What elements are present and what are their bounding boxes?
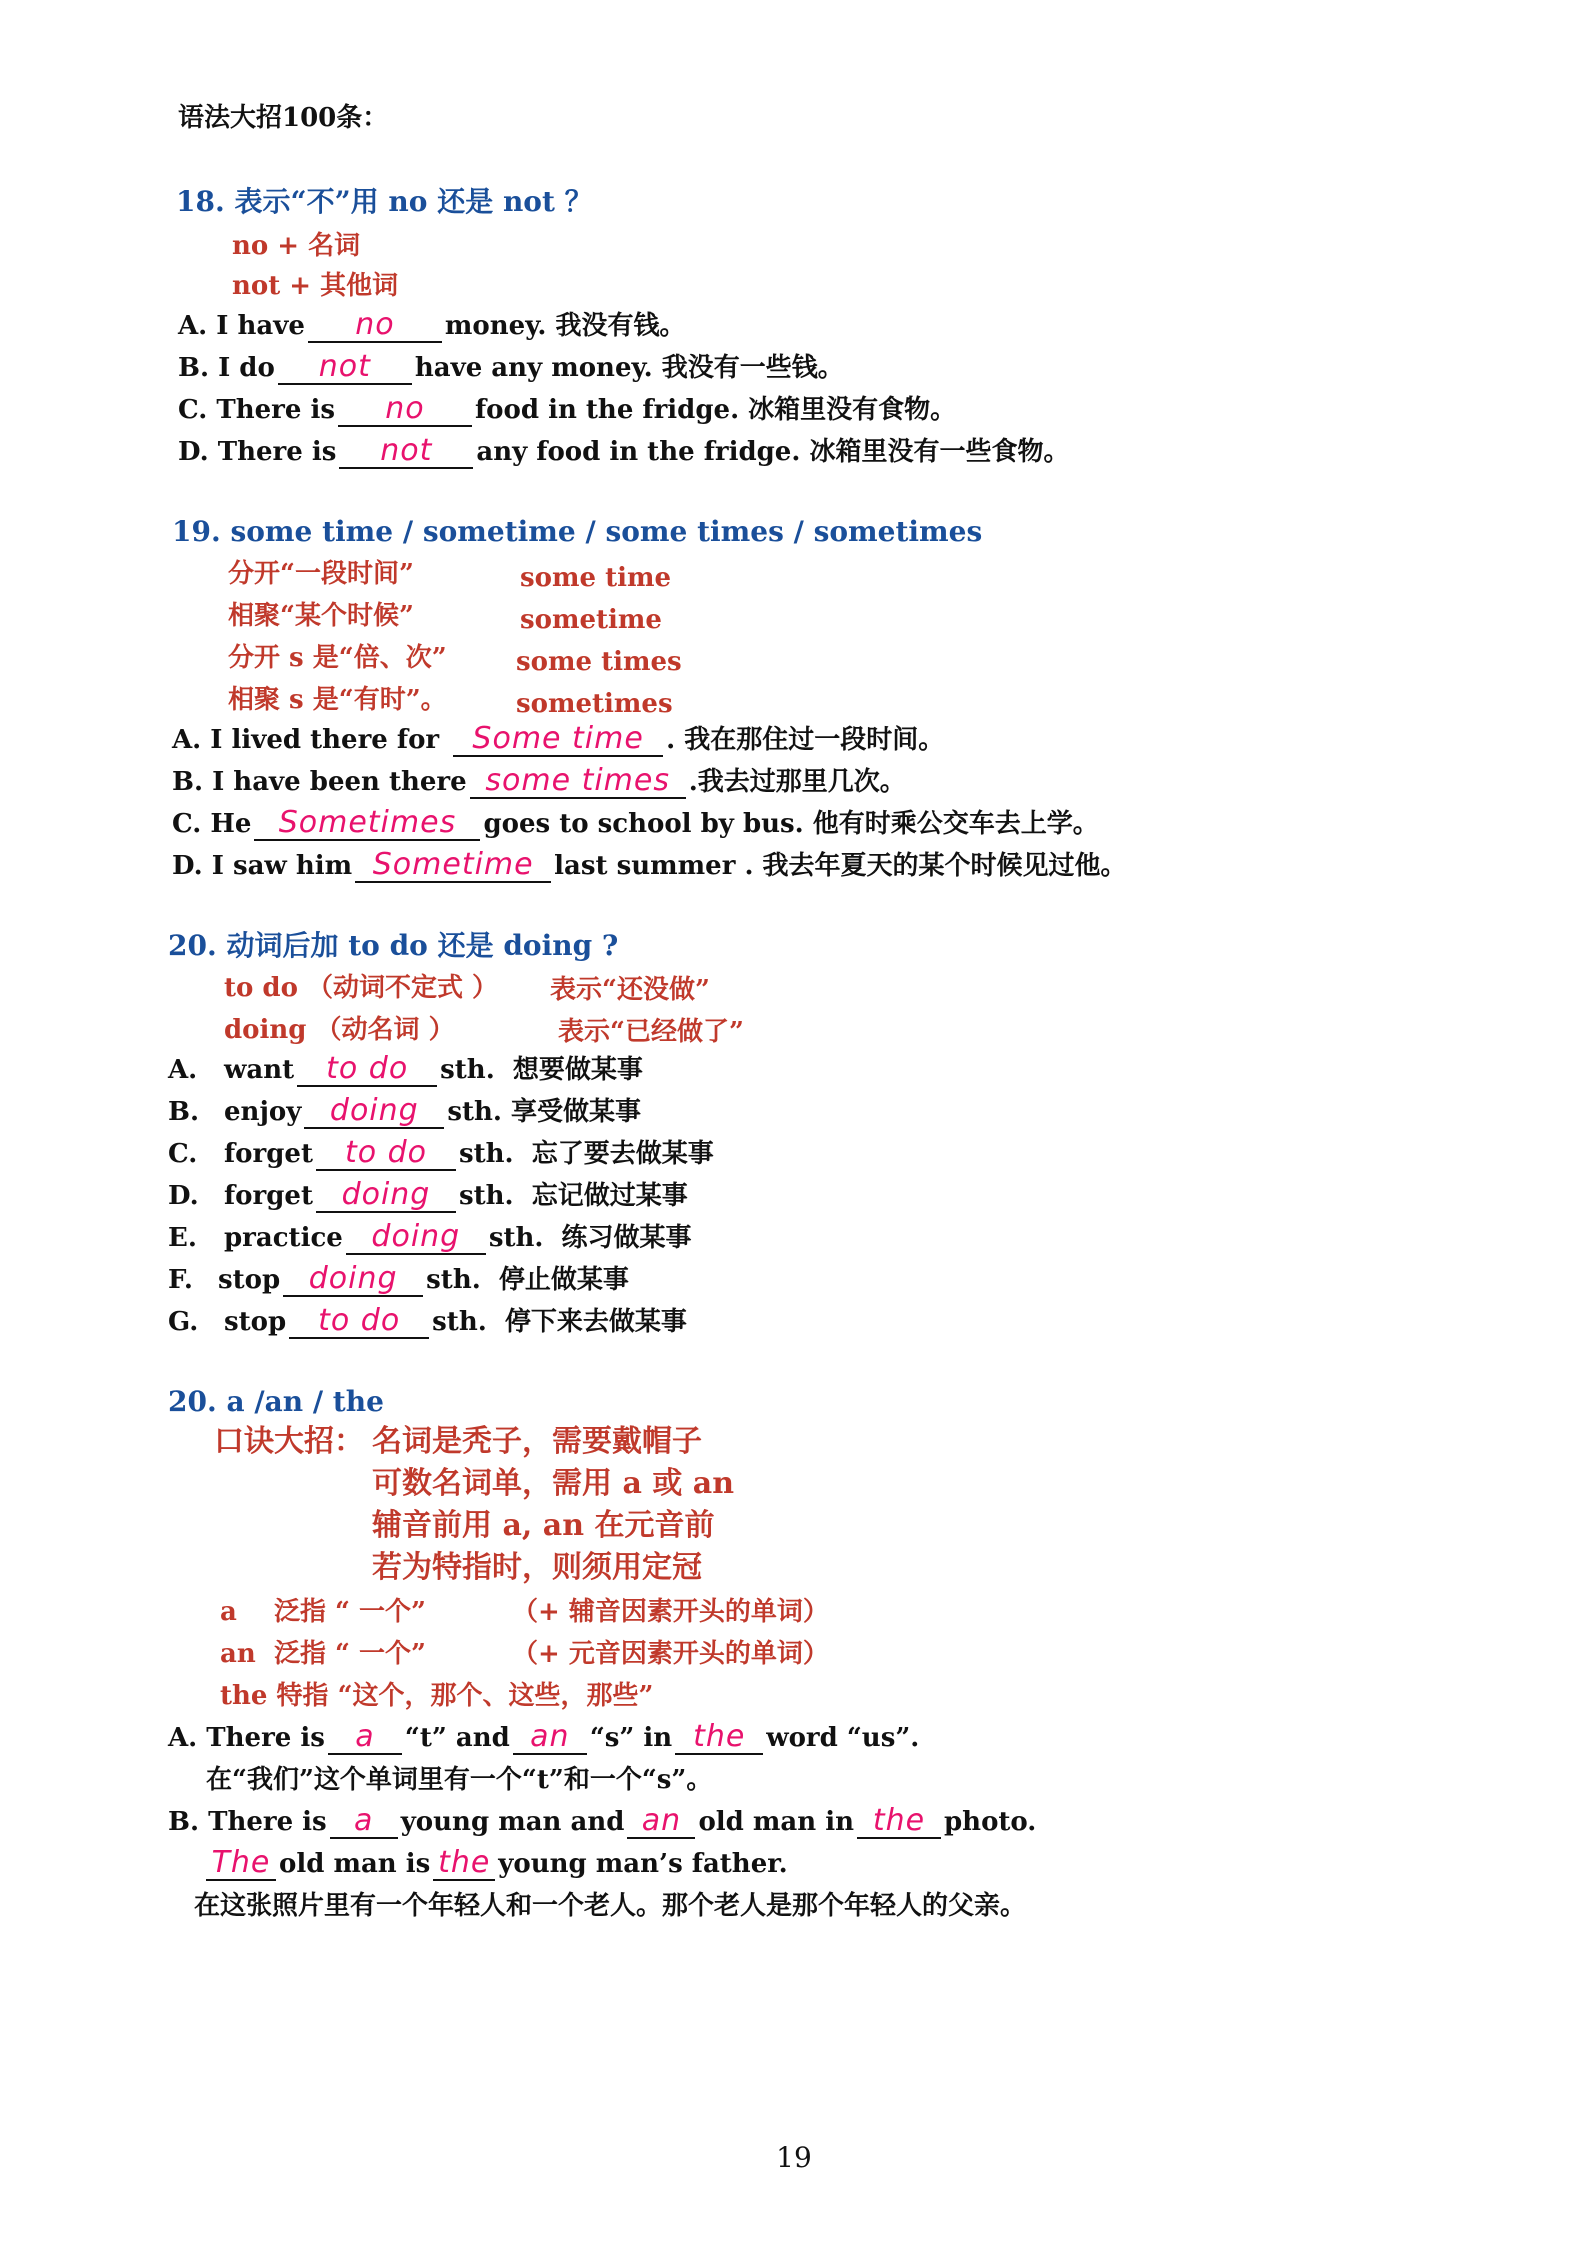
- s19-item-b: [172, 764, 906, 800]
- articles-example-b: [168, 1804, 1036, 1840]
- handwritten-answer: some times: [485, 763, 670, 798]
- answer-blank: [513, 1719, 587, 1755]
- handwritten-answer: a: [355, 1719, 375, 1754]
- s19-rule-2-en: sometime: [520, 605, 662, 635]
- item-label: A.: [168, 1055, 198, 1085]
- answer-blank: [346, 1219, 486, 1255]
- handwritten-answer: doing: [341, 1177, 431, 1212]
- answer-blank: [308, 307, 442, 343]
- s20-rule-2-right: 表示“已经做了”: [558, 1017, 744, 1047]
- item-label: A.: [172, 725, 202, 755]
- answer-blank: [304, 1093, 444, 1129]
- item-cn: 停止做某事: [498, 1265, 629, 1295]
- s19-rule-1-cn: 分开“一段时间”: [228, 559, 414, 589]
- item-prompt: forget: [224, 1139, 313, 1169]
- item-prompt: I have: [216, 311, 305, 341]
- handwritten-answer: doing: [329, 1093, 419, 1128]
- item-prompt: enjoy: [224, 1097, 302, 1127]
- item-prompt: forget: [224, 1181, 313, 1211]
- item-label: D.: [168, 1181, 199, 1211]
- s20-item-a: [168, 1052, 643, 1088]
- item-prompt: There is: [217, 437, 337, 467]
- section-19-heading: 19. some time / sometime / some times / sometimes: [172, 515, 983, 548]
- item-prompt: want: [224, 1055, 295, 1085]
- handwritten-answer: the: [693, 1719, 746, 1754]
- handwritten-answer: the: [438, 1845, 491, 1880]
- text-part: young man’s father.: [498, 1849, 788, 1879]
- s18-item-c: [178, 392, 956, 428]
- s19-rule-4-cn: 相聚 s 是“有时”。: [228, 685, 447, 715]
- answer-blank: [283, 1261, 423, 1297]
- item-rest: goes to school by bus. 他有时乘公交车去上学。: [483, 809, 1099, 839]
- handwritten-answer: the: [872, 1803, 926, 1838]
- s20-item-b: [168, 1094, 641, 1130]
- s20-item-g: [168, 1304, 687, 1340]
- item-label: D.: [178, 437, 209, 467]
- def-an-meaning: 泛指 “ 一个”: [274, 1639, 427, 1669]
- handwritten-answer: a: [354, 1803, 374, 1838]
- answer-blank: [278, 349, 412, 385]
- item-cn: 练习做某事: [561, 1223, 692, 1253]
- item-sth: sth.: [488, 1223, 544, 1253]
- handwritten-answer: to do: [318, 1303, 401, 1338]
- item-label: E.: [168, 1223, 197, 1253]
- answer-blank: [297, 1051, 437, 1087]
- handwritten-answer: Sometime: [372, 847, 534, 882]
- def-a-word: a: [220, 1597, 237, 1627]
- text-part: old man in: [698, 1807, 854, 1837]
- rhyme-line-3: 辅音前用 a, an 在元音前: [372, 1508, 715, 1543]
- item-cn: 停下来去做某事: [504, 1307, 687, 1337]
- answer-blank: [433, 1845, 495, 1881]
- item-prompt: I saw him: [211, 851, 353, 881]
- s19-rule-2-cn: 相聚“某个时候”: [228, 601, 414, 631]
- s18-item-b: [178, 350, 844, 386]
- answer-blank: [316, 1177, 456, 1213]
- handwritten-answer: an: [641, 1803, 682, 1838]
- s18-item-a: [178, 308, 685, 344]
- item-label: A.: [168, 1723, 198, 1753]
- s18-item-d: [178, 434, 1069, 470]
- item-sth: sth.: [458, 1139, 514, 1169]
- section-articles-heading: 20. a /an / the: [168, 1385, 384, 1418]
- text-part: There is: [208, 1807, 327, 1837]
- handwritten-answer: not: [318, 349, 371, 384]
- item-prompt: I have been there: [212, 767, 467, 797]
- def-a-note: （+ 辅音因素开头的单词）: [512, 1597, 829, 1627]
- s19-rule-3-cn: 分开 s 是“倍、次”: [228, 643, 447, 673]
- s20-rule-1-left: to do （动词不定式 ）: [224, 973, 499, 1003]
- handwritten-answer: doing: [371, 1219, 461, 1254]
- item-label: A.: [178, 311, 208, 341]
- item-label: B.: [172, 767, 204, 797]
- s18-rule-1: no + 名词: [232, 231, 361, 261]
- answer-blank: [328, 1719, 402, 1755]
- articles-example-b-translation: 在这张照片里有一个年轻人和一个老人。那个老人是那个年轻人的父亲。: [194, 1891, 1027, 1921]
- answer-blank: [338, 391, 472, 427]
- rhyme-label: 口诀大招：: [214, 1424, 364, 1459]
- item-label: B.: [168, 1807, 200, 1837]
- def-the: [220, 1678, 654, 1714]
- handwritten-answer: Some time: [472, 721, 644, 756]
- answer-blank: [254, 805, 480, 841]
- text-part: word “us”.: [766, 1723, 920, 1753]
- item-label: D.: [172, 851, 203, 881]
- item-sth: sth.: [458, 1181, 514, 1211]
- answer-blank: [470, 763, 686, 799]
- item-rest: last summer . 我去年夏天的某个时候见过他。: [554, 851, 1127, 881]
- item-rest: food in the fridge. 冰箱里没有食物。: [474, 395, 957, 425]
- item-label: F.: [168, 1265, 193, 1295]
- item-prompt: practice: [224, 1223, 343, 1253]
- item-sth: sth.: [447, 1097, 502, 1127]
- item-rest: any food in the fridge. 冰箱里没有一些食物。: [476, 437, 1070, 467]
- articles-example-a: [168, 1720, 919, 1756]
- item-prompt: I lived there for: [210, 725, 440, 755]
- item-label: C.: [178, 395, 208, 425]
- s19-item-c: [172, 806, 1099, 842]
- item-label: C.: [172, 809, 202, 839]
- item-cn: 享受做某事: [510, 1097, 641, 1127]
- answer-blank: [289, 1303, 429, 1339]
- rhyme-line-2: 可数名词单，需用 a 或 an: [372, 1466, 735, 1501]
- handwritten-answer: Sometimes: [278, 805, 457, 840]
- rhyme-line-1: 名词是秃子，需要戴帽子: [372, 1424, 702, 1459]
- s20-item-c: [168, 1136, 714, 1172]
- item-prompt: There is: [216, 395, 335, 425]
- answer-blank: [675, 1719, 763, 1755]
- item-cn: 忘记做过某事: [531, 1181, 688, 1211]
- answer-blank: [316, 1135, 456, 1171]
- s19-rule-4-en: sometimes: [516, 689, 673, 719]
- item-prompt: I do: [218, 353, 275, 383]
- articles-example-b-line-2: [206, 1846, 788, 1882]
- rhyme-line-4: 若为特指时，则须用定冠: [372, 1550, 702, 1585]
- item-rest: .我去过那里几次。: [688, 767, 906, 797]
- s19-item-d: [172, 848, 1127, 884]
- s18-rule-2: not + 其他词: [232, 271, 399, 301]
- page-title: 语法大招100条：: [178, 103, 389, 133]
- handwritten-answer: not: [380, 433, 433, 468]
- item-sth: sth.: [440, 1055, 495, 1085]
- page-number: 19: [776, 2141, 812, 2174]
- item-label: B.: [168, 1097, 200, 1127]
- answer-blank: [339, 433, 473, 469]
- item-prompt: He: [210, 809, 252, 839]
- answer-blank: [206, 1845, 276, 1881]
- def-a-meaning: 泛指 “ 一个”: [274, 1597, 427, 1627]
- item-cn: 忘了要去做某事: [531, 1139, 714, 1169]
- s19-item-a: [172, 722, 944, 758]
- text-part: “t” and: [404, 1723, 510, 1753]
- s19-rule-3-en: some times: [516, 647, 682, 677]
- item-rest: . 我在那住过一段时间。: [666, 725, 945, 755]
- answer-blank: [330, 1803, 398, 1839]
- s20-item-d: [168, 1178, 688, 1214]
- text-part: photo.: [943, 1807, 1037, 1837]
- text-part: “s” in: [589, 1723, 673, 1753]
- text-part: old man is: [279, 1849, 431, 1879]
- item-rest: have any money. 我没有一些钱。: [414, 353, 844, 383]
- handwritten-answer: no: [355, 307, 395, 342]
- section-18-heading: 18. 表示“不”用 no 还是 not ？: [176, 185, 593, 218]
- handwritten-answer: doing: [308, 1261, 398, 1296]
- text-part: young man and: [400, 1807, 625, 1837]
- item-rest: money. 我没有钱。: [444, 311, 686, 341]
- item-label: B.: [178, 353, 210, 383]
- s19-rule-1-en: some time: [520, 563, 672, 593]
- def-an-word: an: [220, 1639, 256, 1669]
- item-sth: sth.: [426, 1265, 481, 1295]
- s20-item-e: [168, 1220, 692, 1256]
- text-part: There is: [206, 1723, 325, 1753]
- item-cn: 想要做某事: [512, 1055, 643, 1085]
- handwritten-answer: The: [211, 1845, 271, 1880]
- s20-rule-1-right: 表示“还没做”: [550, 975, 710, 1005]
- answer-blank: [355, 847, 551, 883]
- handwritten-answer: no: [385, 391, 425, 426]
- handwritten-answer: to do: [326, 1051, 409, 1086]
- item-label: C.: [168, 1139, 198, 1169]
- def-the-meaning: 特指 “这个，那个、这些，那些”: [276, 1681, 654, 1711]
- def-the-word: the: [220, 1681, 268, 1711]
- articles-example-a-translation: 在“我们”这个单词里有一个“t”和一个“s”。: [206, 1765, 713, 1795]
- item-prompt: stop: [224, 1307, 287, 1337]
- def-an-note: （+ 元音因素开头的单词）: [512, 1639, 829, 1669]
- s20-item-f: [168, 1262, 629, 1298]
- item-sth: sth.: [432, 1307, 487, 1337]
- item-label: G.: [168, 1307, 199, 1337]
- handwritten-answer: an: [530, 1719, 570, 1754]
- answer-blank: [627, 1803, 695, 1839]
- answer-blank: [857, 1803, 941, 1839]
- section-20-heading: 20. 动词后加 to do 还是 doing ?: [168, 929, 619, 962]
- handwritten-answer: to do: [344, 1135, 427, 1170]
- answer-blank: [453, 721, 663, 757]
- item-prompt: stop: [218, 1265, 281, 1295]
- s20-rule-2-left: doing （动名词 ）: [224, 1015, 455, 1045]
